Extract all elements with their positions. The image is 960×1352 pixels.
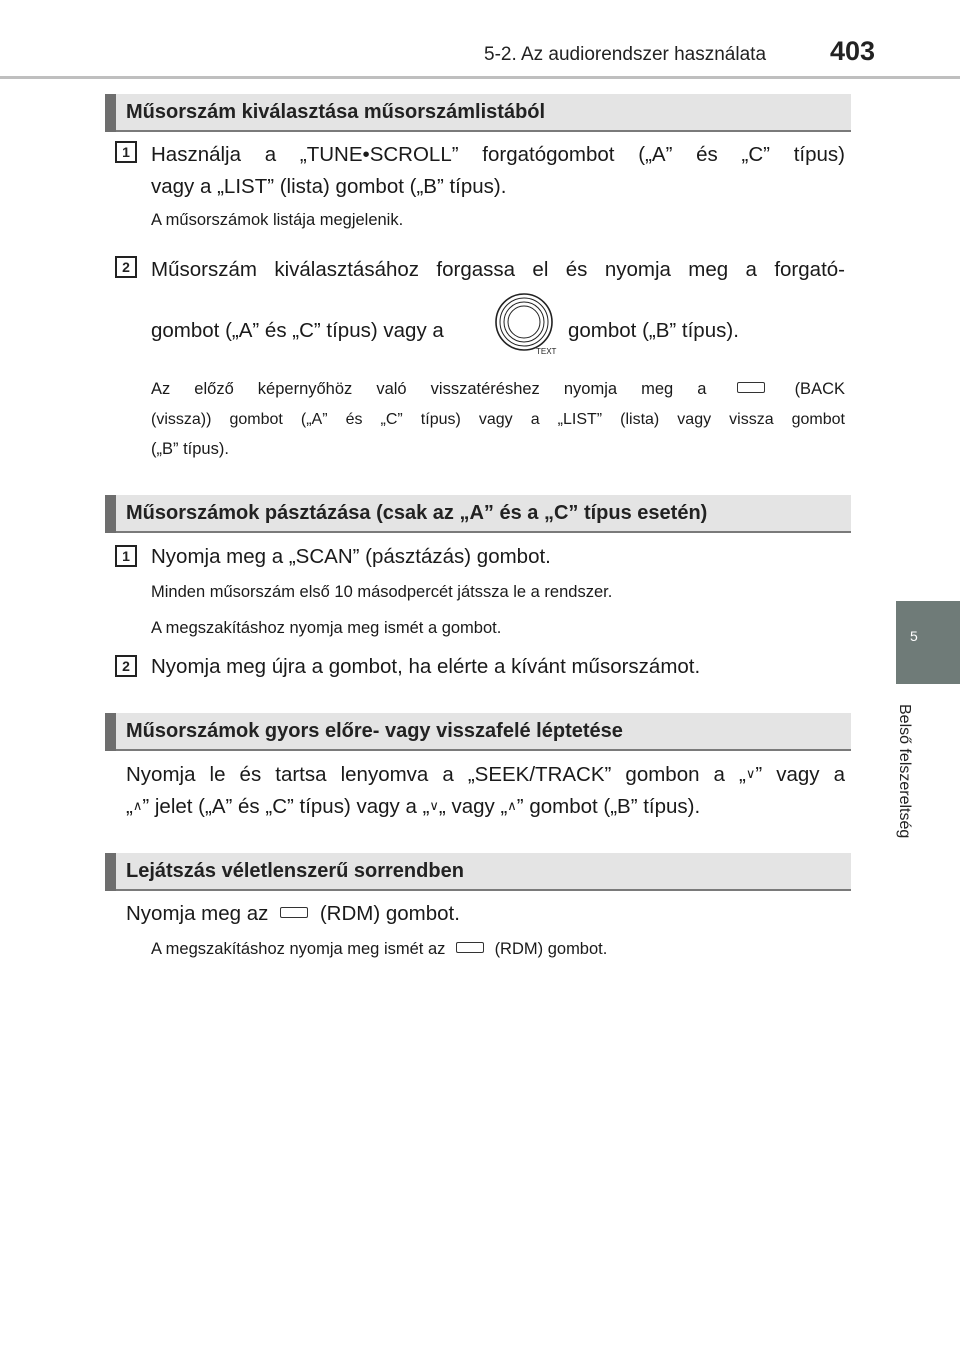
body-text-line: Nyomja le és tartsa lenyomva a „SEEK/TRACK” gombon a „∨” vagy a bbox=[126, 763, 846, 786]
step-number-1: 1 bbox=[115, 545, 137, 567]
step-text-line: Nyomja meg újra a gombot, ha elérte a kívánt műsorszámot. bbox=[151, 655, 701, 678]
seek-down-glyph: ∨ bbox=[745, 766, 756, 781]
body-text-line: „∧” jelet („A” és „C” típus) vagy a „∨„ vagy „∧” gombot („B” típus). bbox=[126, 795, 701, 818]
step-text-line: vagy a „LIST” (lista) gombot („B” típus). bbox=[151, 175, 507, 198]
step-text-line: gombot („B” típus). bbox=[568, 319, 739, 342]
chapter-number: 5 bbox=[910, 628, 918, 644]
section-heading-random bbox=[105, 853, 851, 891]
section-title: Lejátszás véletlenszerű sorrendben bbox=[126, 860, 464, 882]
section-heading-seek bbox=[105, 713, 851, 751]
body-note: A megszakításhoz nyomja meg ismét az (RDM) gombot. bbox=[151, 940, 608, 958]
seek-down-glyph: ∨ bbox=[429, 798, 439, 813]
step-text-line: Használja a „TUNE•SCROLL” forgatógombot („A” és „C” típus) bbox=[151, 143, 845, 166]
step-note: Minden műsorszám első 10 másodpercét játssza le a rendszer. bbox=[151, 583, 613, 601]
rdm-button-icon bbox=[456, 942, 484, 953]
section-heading-track-list bbox=[105, 94, 851, 132]
seek-up-glyph: ∧ bbox=[507, 798, 517, 813]
note-text: Az előző képernyőhöz való visszatéréshez nyomja meg a bbox=[151, 380, 707, 398]
body-text-line: Nyomja meg az (RDM) gombot. bbox=[126, 902, 460, 925]
note-text: (BACK bbox=[794, 380, 845, 398]
step-note: A műsorszámok listája megjelenik. bbox=[151, 211, 404, 229]
step-text-line: Műsorszám kiválasztásához forgassa el és nyomja meg a forgató- bbox=[151, 258, 845, 281]
chapter-label-text: Belső felszereltség bbox=[896, 704, 913, 839]
section-title: Műsorszámok pásztázása (csak az „A” és a „C” típus esetén) bbox=[126, 502, 708, 524]
step-note: („B” típus). bbox=[151, 440, 229, 458]
running-header: 5-2. Az audiorendszer használata bbox=[484, 44, 767, 65]
rdm-button-icon bbox=[280, 907, 308, 918]
section-heading-scan bbox=[105, 495, 851, 533]
step-text-line: Nyomja meg a „SCAN” (pásztázás) gombot. bbox=[151, 545, 551, 568]
chapter-tab bbox=[896, 601, 960, 684]
step-number-1: 1 bbox=[115, 141, 137, 163]
step-note bbox=[151, 375, 845, 404]
chapter-label bbox=[895, 704, 925, 874]
knob-label: TEXT bbox=[536, 347, 557, 356]
step-text-line: gombot („A” és „C” típus) vagy a bbox=[151, 319, 444, 342]
tune-knob-icon bbox=[494, 292, 558, 358]
page-number: 403 bbox=[830, 36, 876, 66]
back-button-icon bbox=[737, 382, 765, 393]
step-note: (vissza)) gombot („A” és „C” típus) vagy a „LIST” (lista) vagy vissza gombot bbox=[151, 411, 845, 428]
step-number-2: 2 bbox=[115, 655, 137, 677]
seek-up-glyph: ∧ bbox=[132, 798, 143, 813]
header-divider bbox=[0, 76, 960, 79]
step-number-2: 2 bbox=[115, 256, 137, 278]
step-note: A megszakításhoz nyomja meg ismét a gombot. bbox=[151, 619, 502, 637]
section-title: Műsorszámok gyors előre- vagy visszafelé léptetése bbox=[126, 720, 623, 742]
section-title: Műsorszám kiválasztása műsorszámlistából bbox=[126, 101, 546, 123]
